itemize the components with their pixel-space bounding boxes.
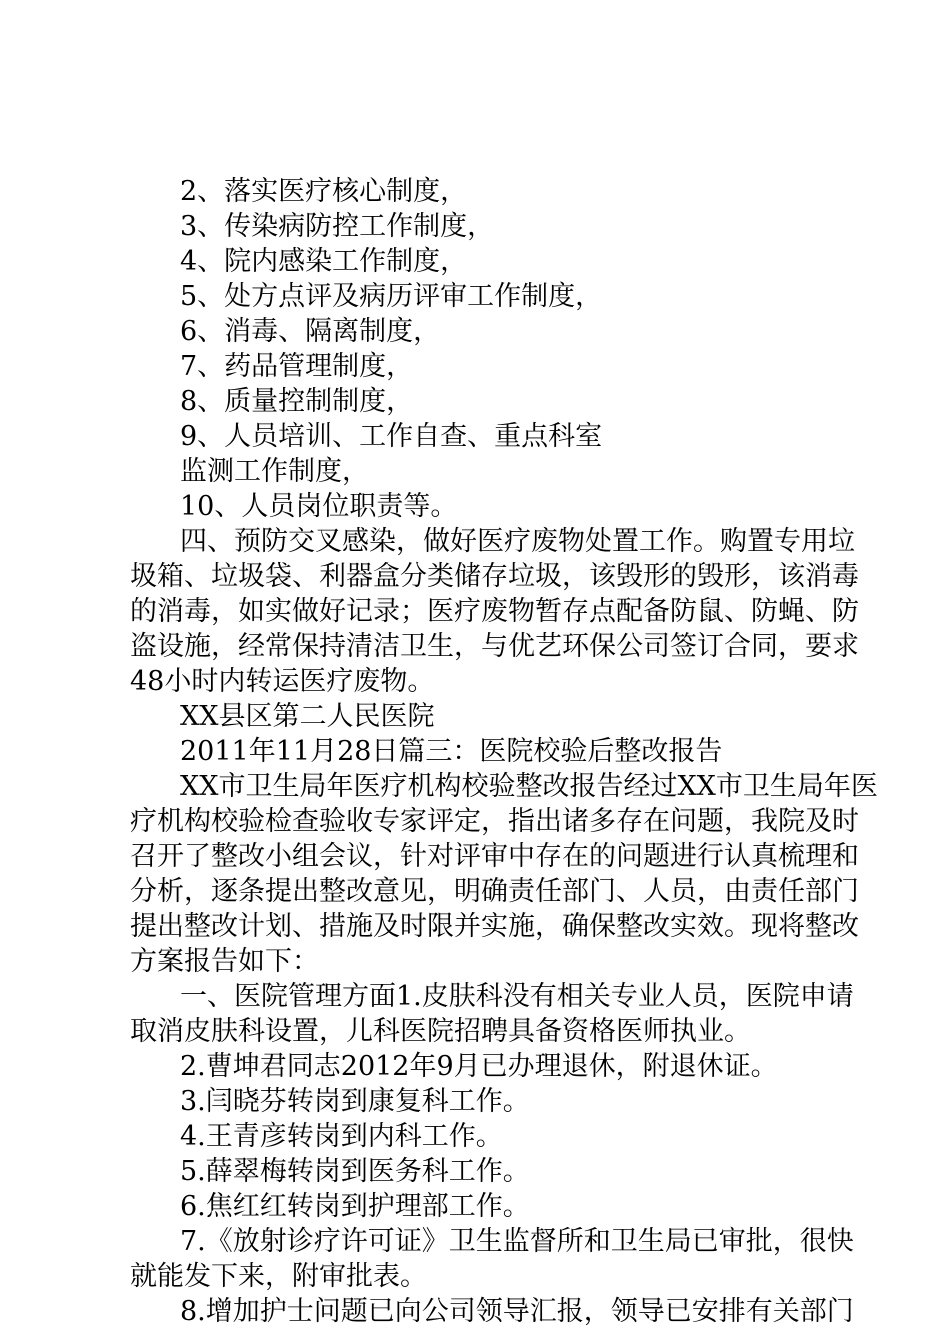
- text-line: 方案报告如下：: [130, 946, 319, 977]
- paragraph-line: 8.增加护士问题已向公司领导汇报，领导已安排有关部门: [180, 1296, 854, 1327]
- paragraph-line: 7.《放射诊疗许可证》卫生监督所和卫生局已审批，很快: [180, 1226, 854, 1257]
- text-line: 4.王青彦转岗到内科工作。: [180, 1121, 503, 1152]
- paragraph-line: 分析，逐条提出整改意见，明确责任部门、人员，由责任部门: [130, 876, 859, 907]
- text-line: 3.闫晓芬转岗到康复科工作。: [180, 1086, 530, 1117]
- paragraph-line: XX市卫生局年医疗机构校验整改报告经过XX市卫生局年医: [180, 771, 878, 802]
- text-line: 4、院内感染工作制度，: [180, 246, 468, 277]
- text-line: 48小时内转运医疗废物。: [130, 666, 435, 697]
- paragraph-line: 圾箱、垃圾袋、利器盒分类储存垃圾，该毁形的毁形，该消毒: [130, 561, 859, 592]
- text-line: 9、人员培训、工作自查、重点科室: [180, 421, 603, 452]
- hospital-name: XX县区第二人民医院: [180, 701, 435, 732]
- text-line: 6、消毒、隔离制度，: [180, 316, 441, 347]
- paragraph-line: 一、医院管理方面1.皮肤科没有相关专业人员，医院申请: [180, 981, 854, 1012]
- text-line: 10、人员岗位职责等。: [180, 491, 458, 522]
- text-line: 6.焦红红转岗到护理部工作。: [180, 1191, 530, 1222]
- paragraph-line: 提出整改计划、措施及时限并实施，确保整改实效。现将整改: [130, 911, 859, 942]
- paragraph-line: 疗机构校验检查验收专家评定，指出诸多存在问题，我院及时: [130, 806, 859, 837]
- text-line: 取消皮肤科设置，儿科医院招聘具备资格医师执业。: [130, 1016, 751, 1047]
- date-line: 2011年11月28日篇三：医院校验后整改报告: [180, 736, 723, 767]
- text-line: 2.曹坤君同志2012年9月已办理退休，附退休证。: [180, 1051, 778, 1082]
- paragraph-line: 的消毒，如实做好记录；医疗废物暂存点配备防鼠、防蝇、防: [130, 596, 859, 627]
- paragraph-line: 盗设施，经常保持清洁卫生，与优艺环保公司签订合同，要求: [130, 631, 859, 662]
- text-line: 7、药品管理制度，: [180, 351, 414, 382]
- text-line: 5、处方点评及病历评审工作制度，: [180, 281, 603, 312]
- paragraph-line: 四、预防交叉感染，做好医疗废物处置工作。购置专用垃: [180, 526, 855, 557]
- text-line: 2、落实医疗核心制度，: [180, 176, 468, 207]
- text-line: 8、质量控制制度，: [180, 386, 414, 417]
- text-line: 3、传染病防控工作制度，: [180, 211, 495, 242]
- text-line: 监测工作制度，: [180, 456, 369, 487]
- text-line: 就能发下来，附审批表。: [130, 1261, 427, 1292]
- text-line: 5.薛翠梅转岗到医务科工作。: [180, 1156, 530, 1187]
- paragraph-line: 召开了整改小组会议，针对评审中存在的问题进行认真梳理和: [130, 841, 859, 872]
